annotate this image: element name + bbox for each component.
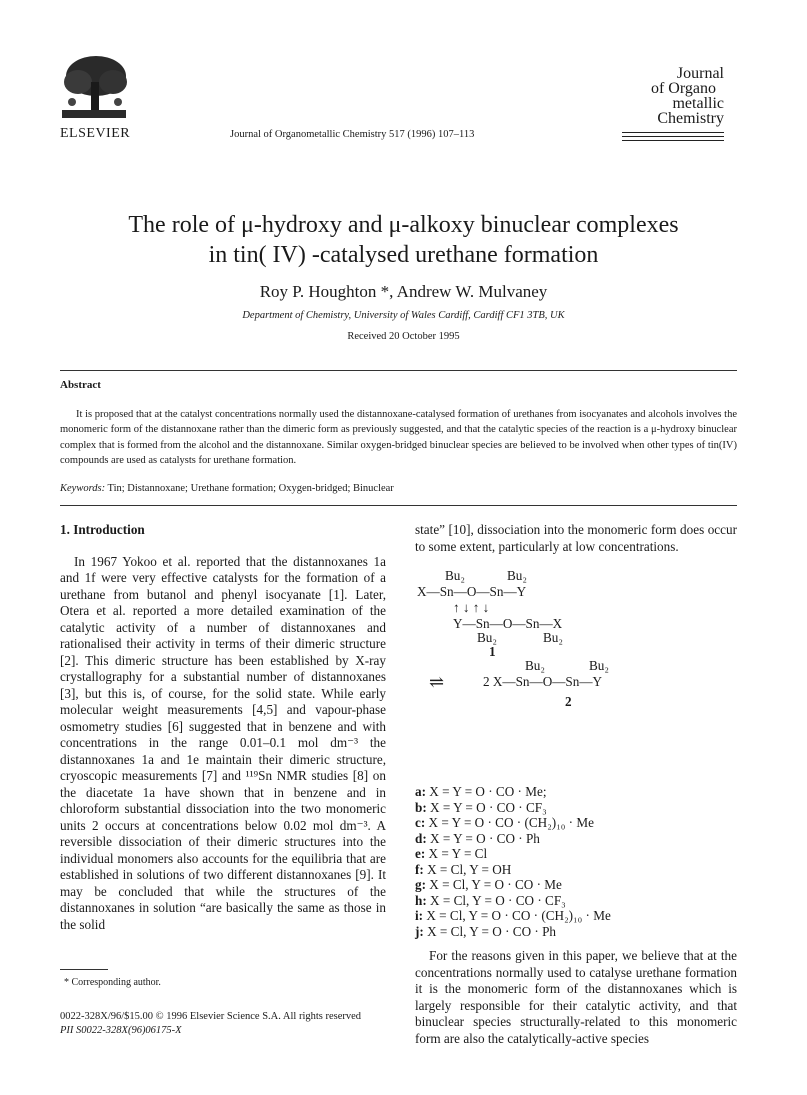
journal-logo [612, 66, 732, 146]
definition-value: X = Y = O · CO · Me; [429, 784, 547, 799]
title-line: The role of μ-hydroxy and μ-alkoxy binuclear complexes [128, 212, 679, 238]
column-left [60, 522, 386, 933]
scheme-arrows: ↑ ↓ ↑ ↓ [453, 600, 490, 615]
copyright-block [60, 1010, 361, 1038]
received-date: Received 20 October 1995 [347, 331, 460, 342]
footnote: * Corresponding author. [64, 977, 161, 988]
equilibrium-arrow: ⇌ [429, 672, 445, 692]
scheme-substituent: Bu₂ [507, 568, 527, 583]
definition-value: X = Y = O · CO · (CH₂)₁₀ · Me [428, 815, 594, 830]
title-line: in tin( IV) -catalysed urethane formation [208, 242, 599, 268]
definition-row [415, 908, 611, 924]
body-paragraph: In 1967 Yokoo et al. reported that the distannoxanes 1a and 1f were very effective catalysts for the formation of a urethane from butanol and phenyl isocyanate [1]. Later, Otera et al. reported a more detailed examination of the catalytic activity of a number of distannoxanes and rationalised their activity in terms of their dimeric structure [2]. This dimeric structure has been established by X-ray crystallography for a substantial number of distannoxanes [3], but this is, of course, for the solid state. While early molecular weight measurements [4,5] and vapour-phase osmometry studies [6] suggested that in benzene and with concentrations in the range 0.01–0.1 mol dm⁻³ the distannoxanes 1a and 1e maintain their dimeric structure, cryoscopic measurements [7] and ¹¹⁹Sn NMR studies [8] on the diacetate 1a have shown that in benzene and in chloroform substantial dissociation into the two monomeric units 2 occurs at concentrations below 0.02 mol dm⁻³. A reversible dissociation of their dimeric structures into the individual monomers also accounts for the equilibria that are established in solutions of two different distannoxanes [9]. It may be concluded that while the structures of the distannoxanes in solution “are basically the same as those in the solid [60, 553, 386, 932]
authors: Roy P. Houghton *, Andrew W. Mulvaney [259, 282, 548, 301]
affiliation: Department of Chemistry, University of Wales Cardiff, Cardiff CF1 3TB, UK [242, 310, 565, 321]
scheme-substituent: Bu₂ [525, 658, 545, 673]
definition-value: X = Y = O · CO · Ph [430, 830, 540, 846]
definition-key: c: [415, 815, 426, 830]
definition-key: f: [415, 861, 424, 877]
compound-label: 1 [489, 644, 496, 659]
definition-row [415, 800, 611, 816]
definition-row [415, 815, 611, 831]
publisher-name: ELSEVIER [60, 126, 131, 141]
scheme-formula: 2 X—Sn—O—Sn—Y [483, 674, 603, 689]
copyright-line: 0022-328X/96/$15.00 © 1996 Elsevier Science S.A. All rights reserved [60, 1011, 362, 1022]
definition-row [415, 846, 611, 862]
definition-key: b: [415, 799, 427, 815]
keywords-label: Keywords: [60, 483, 106, 494]
definition-key: g: [415, 877, 426, 892]
scheme-substituent: Bu₂ [477, 630, 497, 645]
definition-value: X = Cl, Y = O · CO · Me [429, 877, 562, 892]
definition-key: a: [415, 784, 426, 799]
scheme-substituent: Bu₂ [543, 630, 563, 645]
logo-rule [622, 136, 724, 137]
definition-value: X = Cl, Y = O · CO · Ph [427, 923, 557, 939]
column-right-bottom [415, 948, 737, 1047]
abstract-heading: Abstract [60, 379, 101, 391]
reaction-scheme [405, 562, 745, 709]
definition-row [415, 862, 611, 878]
journal-logo-word: of Organo [650, 80, 716, 97]
definition-key: e: [415, 846, 426, 861]
definition-value: X = Y = O · CO · CF₃ [430, 799, 547, 815]
logo-rule [622, 140, 724, 141]
elsevier-tree-logo-icon [58, 52, 130, 120]
definition-key: d: [415, 830, 427, 846]
compound-label: 2 [565, 694, 572, 709]
scheme-formula: X—Sn—O—Sn—Y [417, 584, 527, 599]
scheme-substituent: Bu₂ [445, 568, 465, 583]
scheme-substituent: Bu₂ [589, 658, 609, 673]
divider [60, 370, 737, 371]
definition-key: j: [415, 923, 424, 939]
scheme-formula: Y—Sn—O—Sn—X [453, 616, 563, 631]
body-paragraph: For the reasons given in this paper, we believe that at the concentrations normally used to catalyse urethane formation it is the monomeric form of the distannoxanes which is largely responsible for their catalytic activity, and that binuclear species structurally-related to this monomeric form are also the catalytically-active species [415, 948, 737, 1046]
definition-row [415, 877, 611, 893]
column-right-top [415, 522, 737, 555]
abstract-text: It is proposed that at the catalyst concentrations normally used the distannoxane-catalysed formation of urethanes from isocyanates and alcohols involves the monomeric form of the distannoxane rather than the dimeric form as previously suggested, and that the catalytic species of the reaction is a μ-hydroxy binuclear complex that is formed from the alcohol and the distannoxane. Similar oxygen-bridged binuclear species are believed to be involved when other types of tin(IV) compounds are used as catalysts for urethane formation. [60, 409, 737, 467]
definition-value: X = Cl, Y = O · CO · CF₃ [430, 892, 566, 908]
footnote-rule [60, 969, 108, 970]
keywords-list: Tin; Distannoxane; Urethane formation; Oxygen-bridged; Binuclear [107, 483, 394, 494]
logo-rule [622, 132, 724, 133]
definition-row [415, 831, 611, 847]
journal-logo-word: Chemistry [657, 110, 724, 127]
definition-row [415, 784, 611, 800]
definition-key: i: [415, 908, 424, 923]
definition-value: X = Y = Cl [428, 846, 488, 861]
article-title [60, 210, 747, 270]
keywords [60, 483, 394, 494]
pii-line: PII S0022-328X(96)06175-X [60, 1025, 182, 1036]
section-heading: 1. Introduction [60, 522, 145, 537]
journal-logo-word: metallic [672, 95, 724, 112]
journal-citation: Journal of Organometallic Chemistry 517 (1996) 107–113 [230, 129, 475, 140]
body-paragraph: state” [10], dissociation into the monomeric form does occur to some extent, particularly at low concentrations. [415, 522, 737, 554]
compound-definitions [415, 784, 611, 939]
journal-logo-word: Journal [676, 65, 724, 82]
divider [60, 505, 737, 506]
definition-row [415, 924, 611, 940]
definition-row [415, 893, 611, 909]
definition-value: X = Cl, Y = O · CO · (CH₂)₁₀ · Me [426, 908, 611, 923]
definition-value: X = Cl, Y = OH [427, 861, 512, 877]
definition-key: h: [415, 892, 427, 908]
